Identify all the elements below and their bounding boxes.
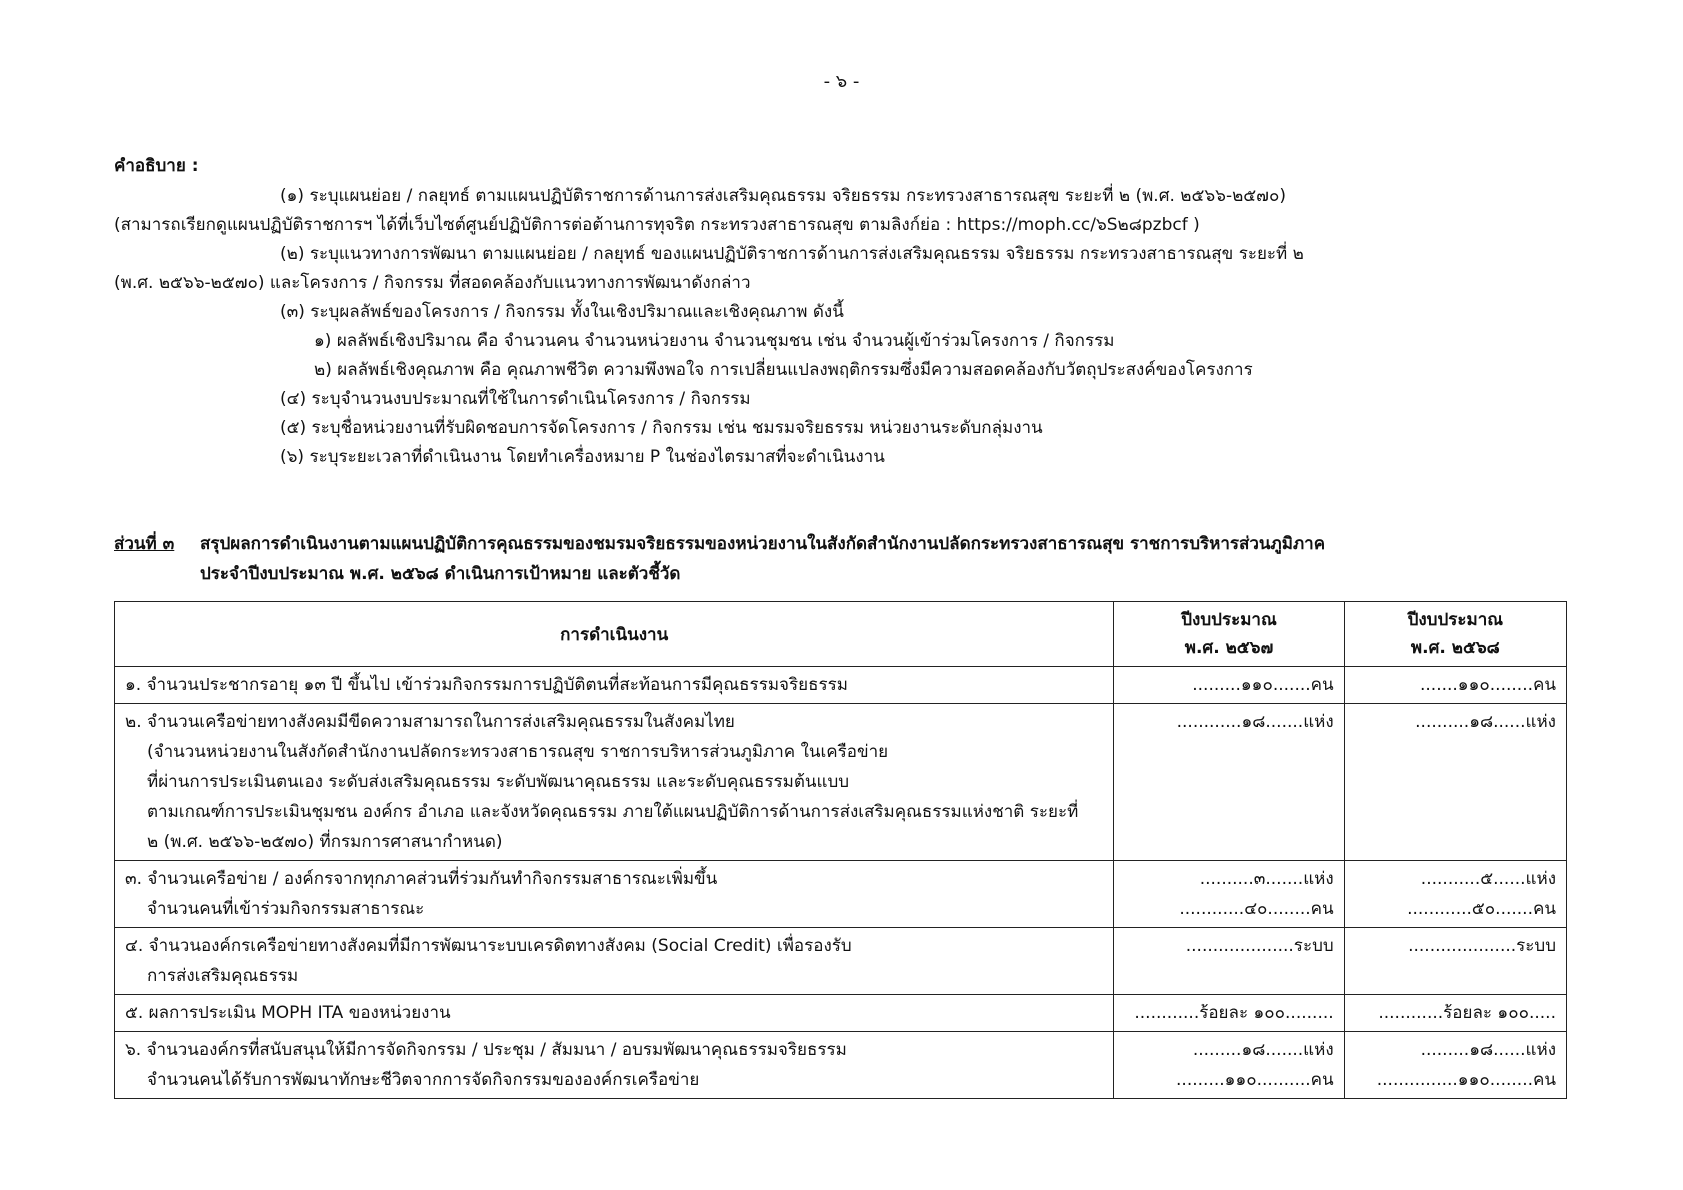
value-text: .........๑๑๐..........คน (1176, 1070, 1334, 1090)
description-line: (๒) ระบุแนวทางการพัฒนา ตามแผนย่อย / กลยุทธ์ ของแผนปฏิบัติราชการด้านการส่งเสริมคุณธรรม จริยธรรม กระทรวงสาธารณสุข ระยะที่ ๒ (280, 244, 1304, 264)
description-line: (พ.ศ. ๒๕๖๖-๒๕๗๐) และโครงการ / กิจกรรม ที่สอดคล้องกับแนวทางการพัฒนาดังกล่าว (114, 273, 751, 293)
description-line: (๑) ระบุแผนย่อย / กลยุทธ์ ตามแผนปฏิบัติราชการด้านการส่งเสริมคุณธรรม จริยธรรม กระทรวงสาธารณสุข ระยะที่ ๒ (พ.ศ. ๒๕๖๖-๒๕๗๐) (280, 186, 1286, 206)
section-3-title-line2: ประจำปีงบประมาณ พ.ศ. ๒๕๖๘ ดำเนินการเป้าหมาย และตัวชี้วัด (200, 564, 681, 584)
description-line: (๓) ระบุผลลัพธ์ของโครงการ / กิจกรรม ทั้งในเชิงปริมาณและเชิงคุณภาพ ดังนี้ (280, 302, 844, 322)
value-text: ..........๑๘......แห่ง (1415, 712, 1556, 732)
value-2567-cell (1114, 928, 1344, 995)
header-year-2568-line1: ปีงบประมาณ (1407, 610, 1504, 630)
table-row (115, 1032, 1567, 1099)
description-subline: ๑) ผลลัพธ์เชิงปริมาณ คือ จำนวนคน จำนวนหน่วยงาน จำนวนชุมชน เช่น จำนวนผู้เข้าร่วมโครงการ / กิจกรรม (314, 331, 1115, 351)
value-2568-cell (1344, 704, 1566, 861)
value-text: .........๑๑๐.......คน (1192, 675, 1334, 695)
value-text: .........๑๘.......แห่ง (1192, 1040, 1334, 1060)
table-row (115, 861, 1567, 928)
value-2568-cell (1344, 861, 1566, 928)
page-number: - ๖ - (823, 71, 860, 92)
value-text: ...............๑๑๐........คน (1376, 1070, 1556, 1090)
value-2568-cell (1344, 928, 1566, 995)
operation-text: ๒ (พ.ศ. ๒๕๖๖-๒๕๗๐) ที่กรมการศาสนากำหนด) (147, 832, 503, 852)
header-year-2567 (1114, 602, 1344, 667)
value-2568-cell (1344, 667, 1566, 704)
description-heading: คำอธิบาย : (114, 156, 199, 176)
operation-text: ๓. จำนวนเครือข่าย / องค์กรจากทุกภาคส่วนที่ร่วมกันทำกิจกรรมสาธารณะเพิ่มขึ้น (125, 869, 718, 889)
value-text: ....................ระบบ (1408, 936, 1556, 956)
value-text: ............๕๐.......คน (1407, 899, 1556, 919)
description-line: (๔) ระบุจำนวนงบประมาณที่ใช้ในการดำเนินโครงการ / กิจกรรม (280, 389, 751, 409)
operation-text: ๒. จำนวนเครือข่ายทางสังคมมีขีดความสามารถในการส่งเสริมคุณธรรมในสังคมไทย (125, 712, 735, 732)
operation-cell (115, 1032, 1114, 1099)
section-3-title-line1: สรุปผลการดำเนินงานตามแผนปฏิบัติการคุณธรรมของชมรมจริยธรรมของหน่วยงานในสังกัดสำนักงานปลัดกระทรวงสาธารณสุข ราชการบริหารส่วนภูมิภาค (200, 534, 1326, 554)
header-operation: การดำเนินงาน (115, 602, 1114, 667)
operation-cell (115, 704, 1114, 861)
value-text: .........๑๘......แห่ง (1420, 1040, 1556, 1060)
value-2567-cell (1114, 1032, 1344, 1099)
value-text: ....................ระบบ (1185, 936, 1334, 956)
table-row (115, 704, 1567, 861)
operation-cell (115, 667, 1114, 704)
description-line: (๖) ระบุระยะเวลาที่ดำเนินงาน โดยทำเครื่องหมาย P ในช่องไตรมาสที่จะดำเนินงาน (280, 447, 885, 467)
operation-text: ๔. จำนวนองค์กรเครือข่ายทางสังคมที่มีการพัฒนาระบบเครดิตทางสังคม (Social Credit) เพื่อรองรับ (125, 936, 852, 956)
value-text: ............๑๘.......แห่ง (1176, 712, 1334, 732)
operation-cell (115, 861, 1114, 928)
value-text: ............๔๐........คน (1179, 899, 1334, 919)
section-3-label: ส่วนที่ ๓ (114, 534, 175, 554)
header-year-2567-line1: ปีงบประมาณ (1181, 610, 1277, 630)
section-3-heading (114, 530, 1574, 584)
operation-text: จำนวนคนได้รับการพัฒนาทักษะชีวิตจากการจัดกิจกรรมขององค์กรเครือข่าย (147, 1070, 700, 1090)
value-text: ..........๓.......แห่ง (1199, 869, 1334, 889)
value-2567-cell (1114, 704, 1344, 861)
operation-text: ๖. จำนวนองค์กรที่สนับสนุนให้มีการจัดกิจกรรม / ประชุม / สัมมนา / อบรมพัฒนาคุณธรรมจริยธรรม (125, 1040, 847, 1060)
operation-cell (115, 995, 1114, 1032)
value-2568-cell (1344, 1032, 1566, 1099)
value-text: ...........๕......แห่ง (1420, 869, 1556, 889)
value-2568-cell (1344, 995, 1566, 1032)
description-line: (๕) ระบุชื่อหน่วยงานที่รับผิดชอบการจัดโครงการ / กิจกรรม เช่น ชมรมจริยธรรม หน่วยงานระดับกลุ่มงาน (280, 418, 1043, 438)
table-row (115, 995, 1567, 1032)
description-subline: ๒) ผลลัพธ์เชิงคุณภาพ คือ คุณภาพชีวิต ความพึงพอใจ การเปลี่ยนแปลงพฤติกรรมซึ่งมีความสอดคล้องกับวัตถุประสงค์ของโครงการ (314, 360, 1253, 380)
value-text: ............ร้อยละ ๑๐๐..... (1378, 1003, 1556, 1023)
value-text: ............ร้อยละ ๑๐๐......... (1134, 1003, 1334, 1023)
operation-text: ที่ผ่านการประเมินตนเอง ระดับส่งเสริมคุณธรรม ระดับพัฒนาคุณธรรม และระดับคุณธรรมต้นแบบ (147, 772, 850, 792)
operation-text: จำนวนคนที่เข้าร่วมกิจกรรมสาธารณะ (147, 899, 425, 919)
operation-text: ๕. ผลการประเมิน MOPH ITA ของหน่วยงาน (125, 1003, 451, 1023)
description-line: (สามารถเรียกดูแผนปฏิบัติราชการฯ ได้ที่เว็บไซต์ศูนย์ปฏิบัติการต่อต้านการทุจริต กระทรวงสาธารณสุข ตามลิงก์ย่อ : https://moph.cc/๖S๒๘pzbcf ) (114, 215, 1200, 235)
operation-text: การส่งเสริมคุณธรรม (147, 966, 299, 986)
header-year-2568-line2: พ.ศ. ๒๕๖๘ (1410, 638, 1500, 658)
operation-cell (115, 928, 1114, 995)
operation-text: ๑. จำนวนประชากรอายุ ๑๓ ปี ขึ้นไป เข้าร่วมกิจกรรมการปฏิบัติตนที่สะท้อนการมีคุณธรรมจริยธรรม (125, 675, 848, 695)
operation-text: (จำนวนหน่วยงานในสังกัดสำนักงานปลัดกระทรวงสาธารณสุข ราชการบริหารส่วนภูมิภาค ในเครือข่าย (147, 742, 889, 762)
header-year-2568 (1344, 602, 1566, 667)
operation-text: ตามเกณฑ์การประเมินชุมชน องค์กร อำเภอ และจังหวัดคุณธรรม ภายใต้แผนปฏิบัติการด้านการส่งเสริมคุณธรรมแห่งชาติ ระยะที่ (147, 802, 1079, 822)
table-header-row (115, 602, 1567, 667)
results-table (114, 601, 1567, 1099)
table-row (115, 667, 1567, 704)
table-row (115, 928, 1567, 995)
value-text: .......๑๑๐........คน (1419, 675, 1556, 695)
header-year-2567-line2: พ.ศ. ๒๕๖๗ (1184, 638, 1274, 658)
value-2567-cell (1114, 667, 1344, 704)
value-2567-cell (1114, 995, 1344, 1032)
value-2567-cell (1114, 861, 1344, 928)
